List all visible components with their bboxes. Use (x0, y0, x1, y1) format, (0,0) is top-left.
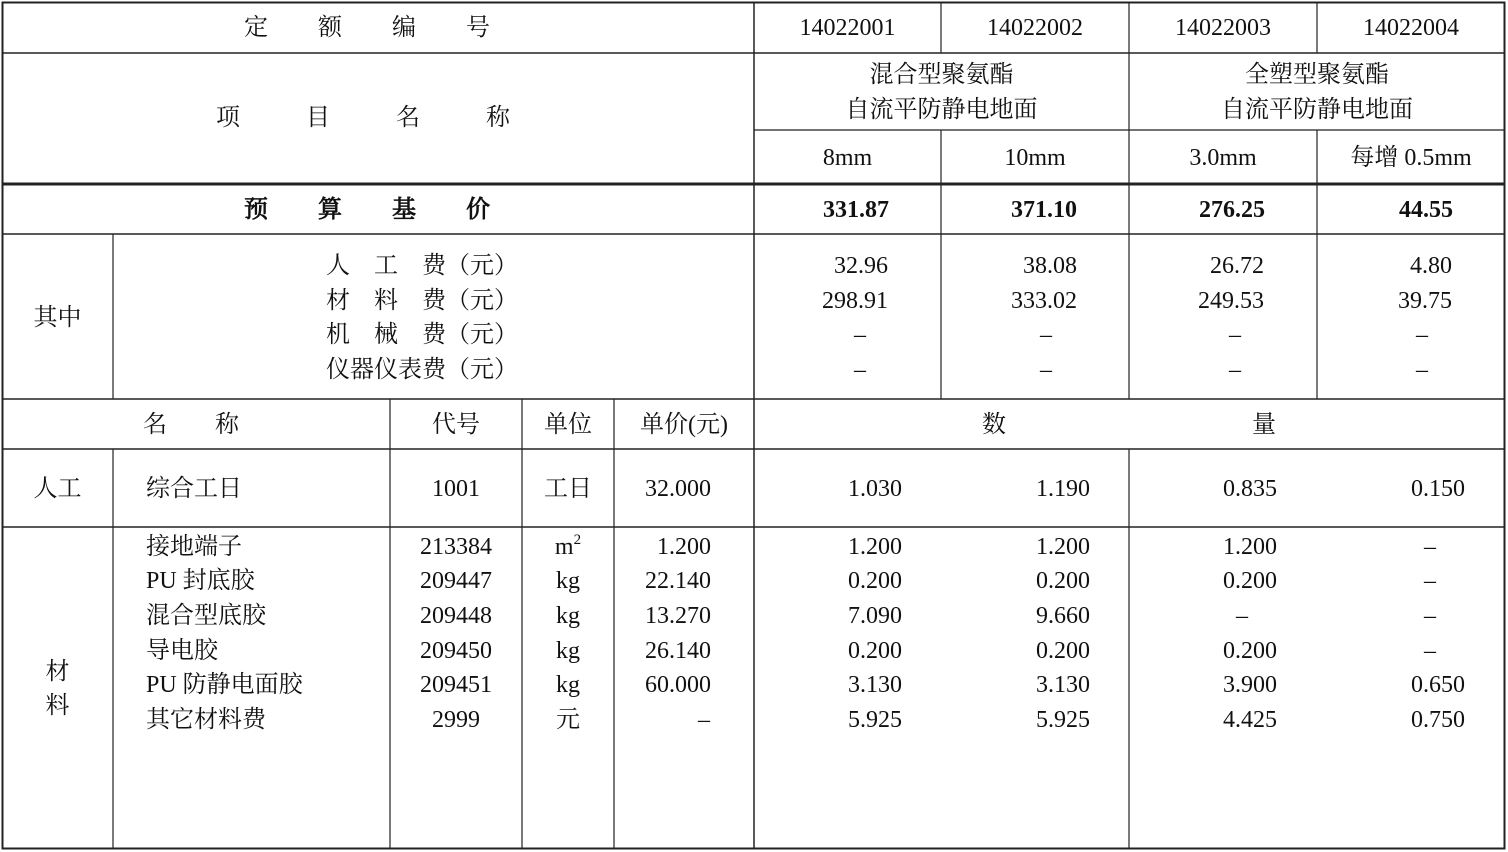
spec-label: 8mm (822, 145, 873, 171)
quota-code: 14022003 (1175, 15, 1271, 41)
base-price-value: 371.10 (1011, 197, 1077, 223)
material-price: 26.140 (645, 638, 711, 664)
material-quantity: 3.900 (1223, 672, 1277, 698)
material-name: PU 防静电面胶 (146, 672, 303, 698)
breakdown-label: 人 工 费（元） (326, 253, 518, 279)
materials-group-label: 料 (45, 693, 70, 719)
material-quantity: 0.200 (1036, 568, 1090, 594)
group-title-line2: 自流平防静电地面 (845, 97, 1038, 123)
group-title-line2: 自流平防静电地面 (1221, 97, 1413, 123)
labor-code: 1001 (432, 476, 480, 502)
material-name: 导电胶 (146, 638, 218, 664)
spec-label: 10mm (1004, 145, 1066, 171)
breakdown-group-label: 其中 (33, 305, 82, 331)
breakdown-value: 4.80 (1410, 253, 1452, 279)
breakdown-value: – (1040, 322, 1052, 348)
labor-quantity: 1.030 (848, 476, 902, 502)
material-quantity: 4.425 (1223, 707, 1277, 733)
labor-group-label: 人工 (33, 476, 82, 502)
item-name-label: 项 目 名 称 (216, 105, 540, 131)
material-quantity: – (1236, 603, 1248, 629)
column-header-quantity-1: 数 (982, 412, 1006, 438)
quota-number-label: 定 额 编 号 (244, 15, 512, 41)
breakdown-value: 26.72 (1210, 253, 1264, 279)
breakdown-value: 298.91 (822, 288, 888, 314)
material-quantity: – (1424, 534, 1436, 560)
breakdown-label: 仪器仪表费（元） (326, 357, 518, 383)
material-code: 209448 (420, 603, 492, 629)
breakdown-value: 333.02 (1011, 288, 1077, 314)
material-price: 13.270 (645, 603, 711, 629)
column-header-unit: 单位 (544, 412, 592, 438)
material-unit: 元 (556, 707, 580, 733)
breakdown-value: 249.53 (1198, 288, 1264, 314)
breakdown-value: – (854, 357, 866, 383)
labor-name: 综合工日 (146, 476, 242, 502)
labor-quantity: 1.190 (1036, 476, 1090, 502)
column-header-quantity-2: 量 (1252, 412, 1276, 438)
material-quantity: 0.200 (848, 638, 902, 664)
material-name: 其它材料费 (146, 707, 266, 733)
material-quantity: 5.925 (848, 707, 902, 733)
breakdown-value: – (1416, 322, 1428, 348)
material-unit-base: m (554, 534, 574, 560)
material-quantity: 0.200 (1223, 638, 1277, 664)
base-price-value: 44.55 (1399, 197, 1453, 223)
material-quantity: 5.925 (1036, 707, 1090, 733)
material-code: 2999 (432, 707, 480, 733)
material-unit: kg (556, 638, 580, 664)
material-quantity: 3.130 (848, 672, 902, 698)
material-unit: kg (556, 603, 580, 629)
material-quantity: 0.200 (848, 568, 902, 594)
labor-quantity: 0.835 (1223, 476, 1277, 502)
material-name: PU 封底胶 (146, 568, 255, 594)
spec-label: 每增 0.5mm (1350, 145, 1472, 171)
material-quantity: 1.200 (1223, 534, 1277, 560)
breakdown-value: 39.75 (1398, 288, 1452, 314)
breakdown-value: – (1229, 322, 1241, 348)
material-quantity: 0.200 (1223, 568, 1277, 594)
material-quantity: 0.200 (1036, 638, 1090, 664)
materials-group-label: 材 (45, 659, 70, 685)
breakdown-label: 机 械 费（元） (326, 322, 518, 348)
breakdown-value: 32.96 (834, 253, 888, 279)
quota-code: 14022004 (1363, 15, 1459, 41)
material-quantity: – (1424, 638, 1436, 664)
material-quantity: 0.750 (1411, 707, 1465, 733)
material-price: 60.000 (645, 672, 711, 698)
labor-price: 32.000 (645, 476, 711, 502)
base-price-label: 预 算 基 价 (244, 197, 512, 223)
material-code: 213384 (420, 534, 492, 560)
material-price: – (698, 707, 710, 733)
material-unit: kg (556, 568, 580, 594)
material-quantity: 1.200 (1036, 534, 1090, 560)
material-quantity: 1.200 (848, 534, 902, 560)
material-name: 混合型底胶 (146, 603, 266, 629)
material-unit-superscript: 2 (573, 532, 582, 548)
quota-code: 14022002 (987, 15, 1083, 41)
material-quantity: – (1424, 603, 1436, 629)
material-price: 1.200 (657, 534, 711, 560)
material-quantity: 7.090 (848, 603, 902, 629)
material-quantity: – (1424, 568, 1436, 594)
labor-quantity: 0.150 (1411, 476, 1465, 502)
column-header-code: 代号 (432, 412, 480, 438)
material-code: 209451 (420, 672, 492, 698)
group-title-line1: 全塑型聚氨酯 (1245, 62, 1389, 88)
spec-label: 3.0mm (1189, 145, 1257, 171)
material-code: 209447 (420, 568, 492, 594)
breakdown-value: – (1040, 357, 1052, 383)
labor-unit: 工日 (544, 476, 592, 502)
breakdown-value: – (1229, 357, 1241, 383)
breakdown-label: 材 料 费（元） (326, 288, 518, 314)
material-name: 接地端子 (146, 534, 242, 560)
material-code: 209450 (420, 638, 492, 664)
column-header-price: 单价(元) (640, 412, 728, 438)
material-quantity: 3.130 (1036, 672, 1090, 698)
breakdown-value: – (1416, 357, 1428, 383)
material-unit (522, 533, 614, 561)
breakdown-value: 38.08 (1023, 253, 1077, 279)
material-unit: kg (556, 672, 580, 698)
quota-code: 14022001 (799, 15, 896, 41)
breakdown-value: – (854, 322, 866, 348)
base-price-value: 331.87 (823, 197, 889, 223)
material-quantity: 9.660 (1036, 603, 1090, 629)
material-quantity: 0.650 (1411, 672, 1465, 698)
group-title-line1: 混合型聚氨酯 (869, 62, 1014, 88)
base-price-value: 276.25 (1199, 197, 1265, 223)
column-header-name: 名 称 (143, 412, 239, 438)
material-price: 22.140 (645, 568, 711, 594)
